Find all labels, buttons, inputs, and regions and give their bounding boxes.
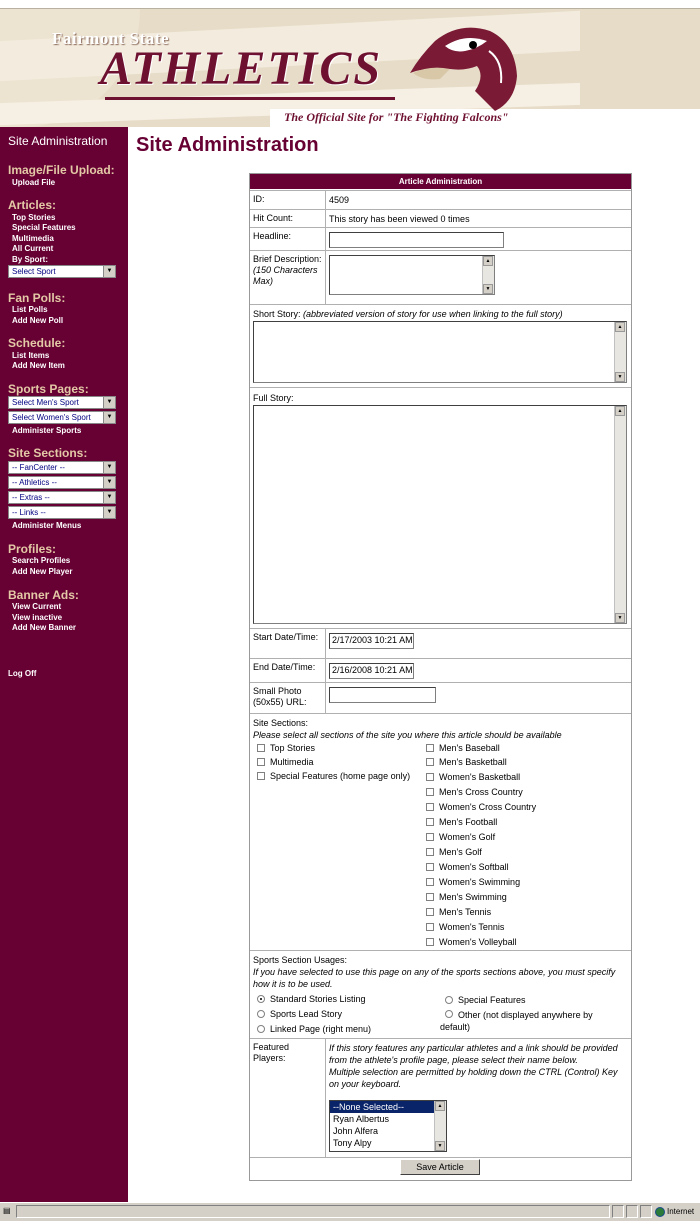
browser-top-edge bbox=[0, 0, 700, 9]
save-article-button[interactable]: Save Article bbox=[400, 1159, 480, 1175]
headline-input[interactable] bbox=[329, 232, 504, 248]
row-site-sections bbox=[250, 713, 631, 950]
label-mens-basketball: Men's Basketball bbox=[439, 757, 507, 767]
sidebar-heading-schedule: Schedule: bbox=[8, 336, 66, 350]
label-mens-golf: Men's Golf bbox=[439, 847, 482, 857]
label-womens-cross-country: Women's Cross Country bbox=[439, 802, 537, 812]
sidebar-link-view-inactive[interactable]: View inactive bbox=[12, 613, 63, 622]
sidebar-heading-fan-polls: Fan Polls: bbox=[8, 291, 66, 305]
radio-standard-stories-listing[interactable] bbox=[257, 995, 265, 1003]
label-womens-volleyball: Women's Volleyball bbox=[439, 937, 517, 947]
sidebar-link-add-new-player[interactable]: Add New Player bbox=[12, 567, 73, 576]
short-story-label: Short Story: bbox=[253, 309, 301, 319]
sidebar-heading-banner-ads: Banner Ads: bbox=[8, 588, 79, 602]
checkbox-womens-tennis[interactable] bbox=[426, 923, 434, 931]
label-mens-football: Men's Football bbox=[439, 817, 498, 827]
select-womens-sport-dropdown[interactable]: Select Women's Sport ▼ bbox=[8, 411, 116, 424]
row-full-story bbox=[250, 387, 631, 628]
select-mens-sport-dropdown[interactable]: Select Men's Sport ▼ bbox=[8, 396, 116, 409]
checkbox-mens-swimming[interactable] bbox=[426, 893, 434, 901]
label-mens-cross-country: Men's Cross Country bbox=[439, 787, 523, 797]
sidebar-link-list-items[interactable]: List Items bbox=[12, 351, 50, 360]
list-item[interactable]: Ryan Albertus bbox=[333, 1114, 390, 1124]
label-womens-softball: Women's Softball bbox=[439, 862, 509, 872]
row-sports-section-usages bbox=[250, 950, 631, 1038]
checkbox-mens-baseball[interactable] bbox=[426, 744, 434, 752]
checkbox-womens-softball[interactable] bbox=[426, 863, 434, 871]
listbox-scrollbar[interactable] bbox=[434, 1101, 446, 1151]
radio-linked-page[interactable] bbox=[257, 1025, 265, 1033]
label-womens-tennis: Women's Tennis bbox=[439, 922, 505, 932]
label-womens-swimming: Women's Swimming bbox=[439, 877, 521, 887]
page-title: Site Administration bbox=[136, 134, 319, 156]
scroll-up-icon[interactable]: ▲ bbox=[615, 406, 625, 416]
checkbox-womens-swimming[interactable] bbox=[426, 878, 434, 886]
checkbox-special-features[interactable] bbox=[257, 772, 265, 780]
start-date-label: Start Date/Time: bbox=[253, 632, 319, 642]
sidebar-link-search-profiles[interactable]: Search Profiles bbox=[12, 556, 71, 565]
sidebar-admin-label: Site Administration bbox=[8, 134, 108, 148]
hit-count-label: Hit Count: bbox=[253, 213, 294, 223]
start-date-input[interactable]: 2/17/2003 10:21 AM bbox=[329, 633, 414, 649]
globe-icon bbox=[655, 1207, 665, 1217]
chevron-down-icon: ▼ bbox=[103, 462, 115, 473]
site-header bbox=[0, 9, 700, 127]
chevron-down-icon: ▼ bbox=[103, 266, 115, 277]
label-mens-swimming: Men's Swimming bbox=[439, 892, 507, 902]
radio-special-features[interactable] bbox=[445, 996, 453, 1004]
sidebar-link-list-polls[interactable]: List Polls bbox=[12, 305, 48, 314]
row-brief-description bbox=[250, 250, 631, 304]
chevron-down-icon: ▼ bbox=[103, 492, 115, 503]
checkbox-mens-basketball[interactable] bbox=[426, 758, 434, 766]
usage-label: Sports Section Usages: bbox=[253, 955, 348, 965]
sidebar-link-view-current[interactable]: View Current bbox=[12, 602, 62, 611]
falcon-logo-icon bbox=[405, 21, 520, 113]
sidebar-heading-site-sections: Site Sections: bbox=[8, 446, 88, 460]
brief-description-note: (150 Characters Max) bbox=[253, 265, 318, 286]
featured-players-label: Featured Players: bbox=[253, 1042, 290, 1063]
checkbox-mens-tennis[interactable] bbox=[426, 908, 434, 916]
id-label: ID: bbox=[253, 194, 265, 204]
small-photo-input[interactable] bbox=[329, 687, 436, 703]
row-short-story bbox=[250, 304, 631, 387]
row-hit-count bbox=[250, 209, 631, 227]
sidebar-heading-articles: Articles: bbox=[8, 198, 57, 212]
sidebar-link-administer-menus[interactable]: Administer Menus bbox=[12, 521, 82, 530]
label-linked-page: Linked Page (right menu) bbox=[270, 1024, 372, 1034]
sidebar bbox=[0, 127, 128, 1202]
sidebar-link-administer-sports[interactable]: Administer Sports bbox=[12, 426, 82, 435]
sidebar-heading-profiles: Profiles: bbox=[8, 542, 57, 556]
checkbox-mens-cross-country[interactable] bbox=[426, 788, 434, 796]
end-date-input[interactable]: 2/16/2008 10:21 AM bbox=[329, 663, 414, 679]
sidebar-link-special-features[interactable]: Special Features bbox=[12, 223, 76, 232]
headline-label: Headline: bbox=[253, 231, 292, 241]
checkbox-womens-golf[interactable] bbox=[426, 833, 434, 841]
sidebar-link-add-new-poll[interactable]: Add New Poll bbox=[12, 316, 64, 325]
chevron-down-icon: ▼ bbox=[103, 412, 115, 423]
sidebar-heading-sports-pages: Sports Pages: bbox=[8, 382, 89, 396]
list-item[interactable]: Tony Alpy bbox=[333, 1138, 372, 1148]
label-standard-stories-listing: Standard Stories Listing bbox=[270, 994, 366, 1004]
usage-note: If you have selected to use this page on any of the sports sections above, you must specify how it is to be used. bbox=[253, 967, 616, 989]
scroll-down-icon[interactable]: ▼ bbox=[483, 284, 493, 294]
scroll-down-icon[interactable]: ▼ bbox=[615, 372, 625, 382]
featured-note-2: Multiple selection are permitted by holding down the CTRL (Control) Key on your keyboard. bbox=[329, 1067, 618, 1089]
brief-description-textarea[interactable] bbox=[329, 255, 495, 295]
checkbox-top-stories[interactable] bbox=[257, 744, 265, 752]
label-multimedia: Multimedia bbox=[270, 757, 314, 767]
label-top-stories: Top Stories bbox=[270, 743, 316, 753]
checkbox-womens-volleyball[interactable] bbox=[426, 938, 434, 946]
list-item[interactable]: John Alfera bbox=[333, 1126, 379, 1136]
site-sections-note: Please select all sections of the site you where this article should be available bbox=[253, 730, 562, 740]
select-athletics-dropdown[interactable]: -- Athletics -- ▼ bbox=[8, 476, 116, 489]
select-fancenter-dropdown[interactable]: -- FanCenter -- ▼ bbox=[8, 461, 116, 474]
sidebar-label-by-sport: By Sport: bbox=[12, 255, 48, 264]
select-sport-dropdown[interactable]: Select Sport ▼ bbox=[8, 265, 116, 278]
sidebar-link-all-current[interactable]: All Current bbox=[12, 244, 54, 253]
article-admin-form bbox=[249, 173, 632, 1181]
row-id bbox=[250, 190, 631, 209]
scroll-up-icon[interactable]: ▲ bbox=[435, 1101, 445, 1111]
label-mens-baseball: Men's Baseball bbox=[439, 743, 500, 753]
id-value: 4509 bbox=[329, 195, 350, 205]
tagline: The Official Site for "The Fighting Falcons" bbox=[284, 110, 509, 124]
chevron-down-icon: ▼ bbox=[103, 477, 115, 488]
scroll-up-icon[interactable]: ▲ bbox=[483, 256, 493, 266]
radio-sports-lead-story[interactable] bbox=[257, 1010, 265, 1018]
short-story-note: (abbreviated version of story for use when linking to the full story) bbox=[303, 309, 563, 319]
browser-status-bar bbox=[0, 1202, 700, 1221]
row-end-date bbox=[250, 658, 631, 682]
sidebar-link-top-stories[interactable]: Top Stories bbox=[12, 213, 56, 222]
label-womens-basketball: Women's Basketball bbox=[439, 772, 521, 782]
scroll-down-icon[interactable]: ▼ bbox=[435, 1141, 445, 1151]
select-extras-dropdown[interactable]: -- Extras -- ▼ bbox=[8, 491, 116, 504]
list-item[interactable]: --None Selected-- bbox=[330, 1101, 435, 1113]
end-date-label: End Date/Time: bbox=[253, 662, 316, 672]
sidebar-link-upload-file[interactable]: Upload File bbox=[12, 178, 56, 187]
label-other-usage: Other (not displayed anywhere by default) bbox=[440, 1010, 593, 1032]
scroll-up-icon[interactable]: ▲ bbox=[615, 322, 625, 332]
scroll-down-icon[interactable]: ▼ bbox=[615, 613, 625, 623]
brand-main: ATHLETICS bbox=[100, 42, 383, 95]
label-womens-golf: Women's Golf bbox=[439, 832, 496, 842]
checkbox-womens-cross-country[interactable] bbox=[426, 803, 434, 811]
log-off-link[interactable]: Log Off bbox=[8, 669, 37, 678]
checkbox-mens-golf[interactable] bbox=[426, 848, 434, 856]
sidebar-link-add-new-item[interactable]: Add New Item bbox=[12, 361, 65, 370]
label-mens-tennis: Men's Tennis bbox=[439, 907, 492, 917]
form-header: Article Administration bbox=[250, 174, 631, 189]
chevron-down-icon: ▼ bbox=[103, 397, 115, 408]
label-special-features: Special Features (home page only) bbox=[270, 771, 411, 781]
featured-players-listbox[interactable] bbox=[329, 1100, 447, 1152]
site-sections-label: Site Sections: bbox=[253, 718, 309, 728]
short-story-textarea[interactable] bbox=[253, 321, 627, 383]
checkbox-mens-football[interactable] bbox=[426, 818, 434, 826]
zone-label: Internet bbox=[667, 1207, 695, 1217]
brand-top: Fairmont State bbox=[52, 29, 170, 48]
sidebar-heading-image-upload: Image/File Upload: bbox=[8, 163, 115, 177]
select-links-dropdown[interactable]: -- Links -- ▼ bbox=[8, 506, 116, 519]
featured-note-1: If this story features any particular athletes and a link should be provided from the athlete's profile page, please select their name below. bbox=[329, 1043, 618, 1065]
label-sports-lead-story: Sports Lead Story bbox=[270, 1009, 343, 1019]
full-story-label: Full Story: bbox=[253, 393, 294, 403]
sidebar-link-add-new-banner[interactable]: Add New Banner bbox=[12, 623, 77, 632]
row-headline bbox=[250, 227, 631, 250]
page-icon: ▤ bbox=[3, 1206, 11, 1215]
sidebar-link-multimedia[interactable]: Multimedia bbox=[12, 234, 54, 243]
row-start-date bbox=[250, 628, 631, 658]
hit-count-value: This story has been viewed 0 times bbox=[329, 214, 470, 224]
checkbox-multimedia[interactable] bbox=[257, 758, 265, 766]
checkbox-womens-basketball[interactable] bbox=[426, 773, 434, 781]
label-special-features-usage: Special Features bbox=[458, 995, 526, 1005]
row-small-photo bbox=[250, 682, 631, 713]
small-photo-label: Small Photo (50x55) URL: bbox=[253, 686, 307, 707]
chevron-down-icon: ▼ bbox=[103, 507, 115, 518]
brief-description-label: Brief Description: bbox=[253, 254, 322, 264]
full-story-textarea[interactable] bbox=[253, 405, 627, 624]
